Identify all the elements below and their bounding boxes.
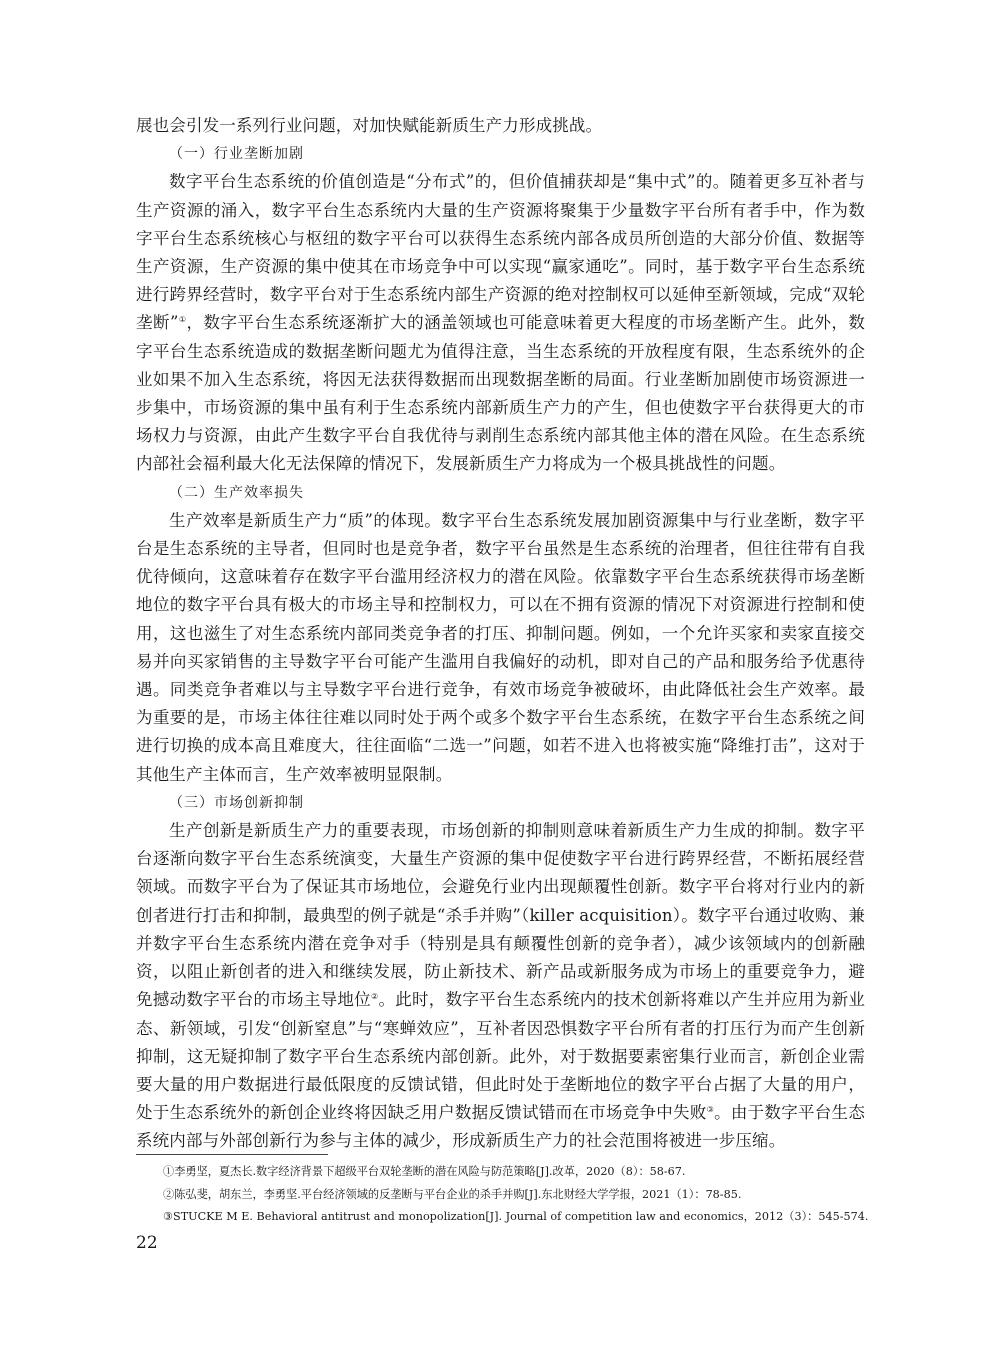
section-heading-3: （三）市场创新抑制 (169, 794, 304, 811)
intro-paragraph: 展也会引发一系列行业问题，对加快赋能新质生产力形成挑战。 (136, 116, 603, 135)
section-heading-1: （一）行业垄断加剧 (169, 146, 304, 163)
body-text (136, 112, 865, 1156)
section-3-paragraph (136, 817, 865, 1155)
section-1-paragraph (136, 168, 865, 478)
section-heading-2: （二）生产效率损失 (169, 484, 304, 501)
footnotes (163, 1161, 869, 1229)
section-3-text-a: 生产创新是新质生产力的重要表现，市场创新的抑制则意味着新质生产力生成的抑制。数字平台逐渐向数字平台生态系统演变，大量生产资源的集中促使数字平台进行跨界经营，不断拓展经营领域。而数字平台为了保证其市场地位，会避免行业内出现颠覆性创新。数字平台将对行业内的新创者进行打击和抑制，最典型的例子就是“杀手并购”（killer acquisition）。数字平台通过收购、兼并数字平台生态系统内潜在竞争对手（特别是具有颠覆性创新的竞争者），减少该领域内的创新融资，以阻止新创者的进入和继续发展，防止新技术、新产品或新服务成为市场上的重要竞争力，避免撼动数字平台的市场主导地位 (136, 821, 865, 1010)
footnote-2: ②陈弘斐，胡东兰，李勇坚.平台经济领域的反垄断与平台企业的杀手并购[J].东北财经大学学报，2021（1）：78-85. (163, 1187, 742, 1201)
page-number: 22 (136, 1233, 158, 1253)
section-1-text-a: 数字平台生态系统的价值创造是“分布式”的，但价值捕获却是“集中式”的。随着更多互补者与生产资源的涌入，数字平台生态系统内大量的生产资源将聚集于少量数字平台所有者手中，作为数字平台生态系统核心与枢纽的数字平台可以获得生态系统内部各成员所创造的大部分价值、数据等生产资源，生产资源的集中使其在市场竞争中可以实现“赢家通吃”。同时，基于数字平台生态系统进行跨界经营时，数字平台对于生态系统内部生产资源的绝对控制权可以延伸至新领域，完成“双轮垄断” (136, 172, 865, 333)
section-2-paragraph: 生产效率是新质生产力“质”的体现。数字平台生态系统发展加剧资源集中与行业垄断，数字平台是生态系统的主导者，但同时也是竞争者，数字平台虽然是生态系统的治理者，但往往带有自我优待倾向，这意味着存在数字平台滥用经济权力的潜在风险。依靠数字平台生态系统获得市场垄断地位的数字平台具有极大的市场主导和控制权力，可以在不拥有资源的情况下对资源进行控制和使用，这也滋生了对生态系统内部同类竞争者的打压、抑制问题。例如，一个允许买家和卖家直接交易并向买家销售的主导数字平台可能产生滥用自我偏好的动机，即对自己的产品和服务给予优惠待遇。同类竞争者难以与主导数字平台进行竞争，有效市场竞争被破坏，由此降低社会生产效率。最为重要的是，市场主体往往难以同时处于两个或多个数字平台生态系统，在数字平台生态系统之间进行切换的成本高且难度大，往往面临“二选一”问题，如若不进入也将被实施“降维打击”，这对于其他生产主体而言，生产效率被明显限制。 (136, 510, 865, 784)
footnote-marker-1[interactable]: ① (178, 315, 187, 325)
section-1-text-b: ，数字平台生态系统逐渐扩大的涵盖领域也可能意味着更大程度的市场垄断产生。此外，数字平台生态系统造成的数据垄断问题尤为值得注意，当生态系统的开放程度有限，生态系统外的企业如果不加入生态系统，将因无法获得数据而出现数据垄断的局面。行业垄断加剧使市场资源进一步集中，市场资源的集中虽有利于生态系统内部新质生产力的产生，但也使数字平台获得更大的市场权力与资源，由此产生数字平台自我优待与剥削生态系统内部其他主体的潜在风险。在生态系统内部社会福利最大化无法保障的情况下，发展新质生产力将成为一个极具挑战性的问题。 (136, 313, 865, 474)
section-3-text-c: 。由于数字平台生态系统内部与外部创新行为参与主体的减少，形成新质生产力的社会范围将被进一步压缩。 (136, 1103, 865, 1151)
footnote-marker-2[interactable]: ② (370, 992, 379, 1002)
section-3-text-b: 。此时，数字平台生态系统内的技术创新将难以产生并应用为新业态、新领域，引发“创新窒息”与“寒蝉效应”，互补者因恐惧数字平台所有者的打压行为而产生创新抑制，这无疑抑制了数字平台生态系统内部创新。此外，对于数据要素密集行业而言，新创企业需要大量的用户数据进行最低限度的反馈试错，但此时处于垄断地位的数字平台占据了大量的用户，处于生态系统外的新创企业终将因缺乏用户数据反馈试错而在市场竞争中失败 (136, 990, 866, 1123)
footnote-marker-3[interactable]: ③ (706, 1105, 715, 1115)
footnote-divider (136, 1154, 328, 1155)
footnote-1: ①李勇坚，夏杰长.数字经济背景下超级平台双轮垄断的潜在风险与防范策略[J].改革，2020（8）：58-67. (163, 1165, 686, 1178)
footnote-3: ③STUCKE M E. Behavioral antitrust and monopolization[J]. Journal of competition law and economics，2012（3）：545-574. (163, 1210, 869, 1223)
